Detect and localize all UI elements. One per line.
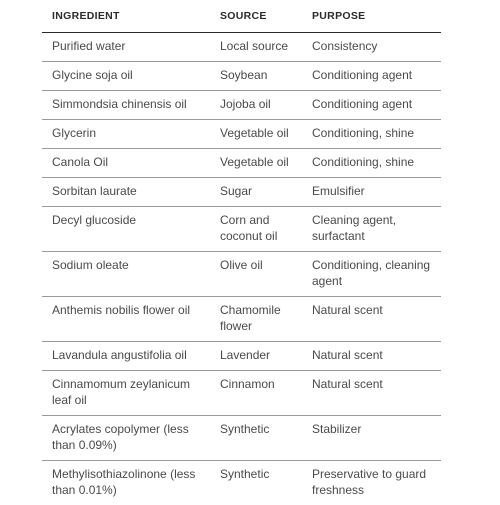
source-cell: Synthetic <box>210 416 302 461</box>
ingredient-cell: Methylisothiazolinone (less than 0.01%) <box>42 461 210 505</box>
purpose-cell: Conditioning, shine <box>302 149 441 178</box>
purpose-cell: Conditioning agent <box>302 62 441 91</box>
table-row <box>42 461 441 505</box>
table-row <box>42 297 441 342</box>
source-cell: Chamomile flower <box>210 297 302 342</box>
ingredients-table-container <box>42 0 441 505</box>
header-source: SOURCE <box>210 0 302 33</box>
table-row <box>42 149 441 178</box>
header-purpose: PURPOSE <box>302 0 441 33</box>
purpose-cell: Preservative to guard freshness <box>302 461 441 505</box>
purpose-cell: Natural scent <box>302 297 441 342</box>
purpose-cell: Emulsifier <box>302 178 441 207</box>
ingredient-cell: Glycerin <box>42 120 210 149</box>
ingredient-cell: Simmondsia chinensis oil <box>42 91 210 120</box>
ingredient-cell: Canola Oil <box>42 149 210 178</box>
source-cell: Corn and coconut oil <box>210 207 302 252</box>
table-row <box>42 416 441 461</box>
purpose-cell: Conditioning, cleaning agent <box>302 252 441 297</box>
table-row <box>42 62 441 91</box>
ingredient-cell: Sodium oleate <box>42 252 210 297</box>
table-row <box>42 371 441 416</box>
ingredient-cell: Cinnamomum zeylanicum leaf oil <box>42 371 210 416</box>
purpose-cell: Conditioning agent <box>302 91 441 120</box>
ingredient-cell: Sorbitan laurate <box>42 178 210 207</box>
table-body <box>42 33 441 505</box>
header-ingredient: INGREDIENT <box>42 0 210 33</box>
ingredient-cell: Glycine soja oil <box>42 62 210 91</box>
source-cell: Local source <box>210 33 302 62</box>
purpose-cell: Stabilizer <box>302 416 441 461</box>
purpose-cell: Consistency <box>302 33 441 62</box>
ingredient-cell: Purified water <box>42 33 210 62</box>
purpose-cell: Cleaning agent, surfactant <box>302 207 441 252</box>
ingredients-table <box>42 0 441 505</box>
source-cell: Soybean <box>210 62 302 91</box>
header-row <box>42 0 441 33</box>
table-row <box>42 207 441 252</box>
purpose-cell: Conditioning, shine <box>302 120 441 149</box>
table-row <box>42 120 441 149</box>
source-cell: Lavender <box>210 342 302 371</box>
table-row <box>42 178 441 207</box>
table-row <box>42 252 441 297</box>
ingredient-cell: Anthemis nobilis flower oil <box>42 297 210 342</box>
ingredient-cell: Lavandula angustifolia oil <box>42 342 210 371</box>
table-row <box>42 91 441 120</box>
table-header <box>42 0 441 33</box>
source-cell: Vegetable oil <box>210 149 302 178</box>
table-row <box>42 342 441 371</box>
source-cell: Cinnamon <box>210 371 302 416</box>
ingredient-cell: Decyl glucoside <box>42 207 210 252</box>
purpose-cell: Natural scent <box>302 342 441 371</box>
purpose-cell: Natural scent <box>302 371 441 416</box>
source-cell: Synthetic <box>210 461 302 505</box>
source-cell: Vegetable oil <box>210 120 302 149</box>
ingredient-cell: Acrylates copolymer (less than 0.09%) <box>42 416 210 461</box>
source-cell: Sugar <box>210 178 302 207</box>
table-row <box>42 33 441 62</box>
source-cell: Olive oil <box>210 252 302 297</box>
source-cell: Jojoba oil <box>210 91 302 120</box>
